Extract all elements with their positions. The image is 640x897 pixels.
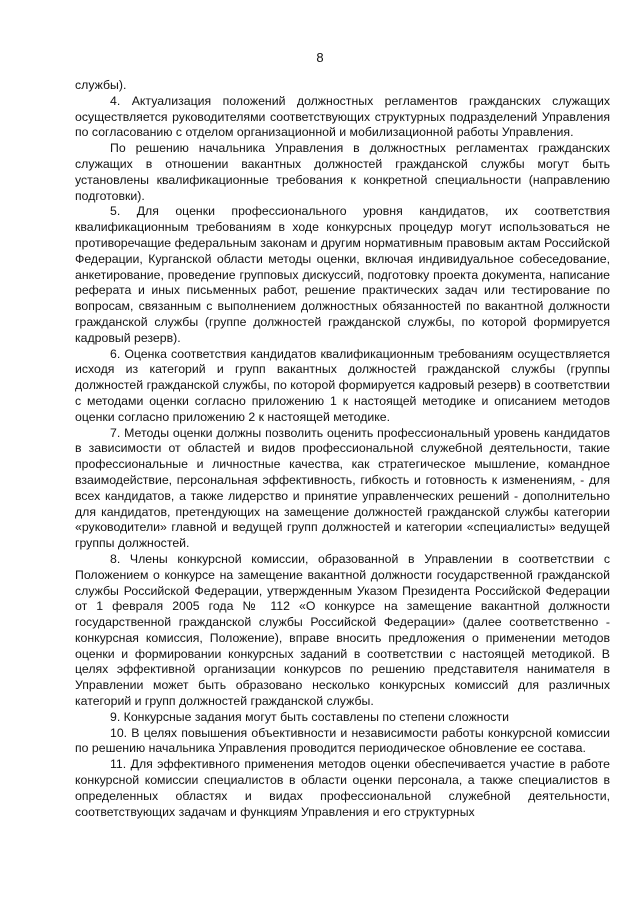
paragraph-4-note: По решению начальника Управления в должностных регламентах гражданских служащих в отношении вакантных должностей гражданской службы могут быть установлены квалификационные требования к конкретной специальности (направлению подготовки). [75, 141, 610, 203]
paragraph-10: 10. В целях повышения объективности и независимости работы конкурсной комиссии по решению начальника Управления проводится периодическое обновление ее состава. [75, 725, 610, 756]
paragraph-8: 8. Члены конкурсной комиссии, образованной в Управлении в соответствии с Положением о конкурсе на замещение вакантной должности государственной гражданской службы Российской Федерации, утвержденным Указом Президента Российской Федерации от 1 февраля 2005 года № 112 «О конкурсе на замещение вакантной должности государственной гражданской службы Российской Федерации» (далее соответственно - конкурсная комиссия, Положение), вправе вносить предложения о применении методов оценки и формировании конкурсных заданий в соответствии с настоящей методикой. В целях эффективной организации конкурсов по решению представителя нанимателя в Управлении может быть образовано несколько конкурсных комиссий для различных категорий и групп должностей гражданской службы. [75, 551, 610, 709]
paragraph-4: 4. Актуализация положений должностных регламентов гражданских служащих осуществляется руководителями соответствующих структурных подразделений Управления по согласованию с отделом организационной и мобилизационной работы Управления. [75, 93, 610, 140]
paragraph-6: 6. Оценка соответствия кандидатов квалификационным требованиям осуществляется исходя из категорий и групп вакантных должностей гражданской службы (группы должностей гражданской службы, по которой формируется кадровый резерв) в соответствии с методами оценки согласно приложению 1 к настоящей методике и описанием методов оценки согласно приложению 2 к настоящей методике. [75, 346, 610, 424]
paragraph-continuation: службы). [75, 78, 127, 92]
paragraph-7: 7. Методы оценки должны позволить оценить профессиональный уровень кандидатов в зависимости от областей и видов профессиональной служебной деятельности, такие профессиональные и личностные качества, как стратегическое мышление, командное взаимодействие, персональная эффективность, гибкость и готовность к изменениям, - для всех кандидатов, а также лидерство и принятие управленческих решений - дополнительно для кандидатов, претендующих на замещение должностей гражданской службы категории «руководители» главной и ведущей групп должностей и категории «специалисты» ведущей группы должностей. [75, 425, 610, 551]
document-body [75, 78, 610, 820]
paragraph-9: 9. Конкурсные задания могут быть составлены по степени сложности [110, 709, 509, 724]
paragraph-11: 11. Для эффективного применения методов оценки обеспечивается участие в работе конкурсной комиссии специалистов в области оценки персонала, а также специалистов в определенных областях и видах профессиональной служебной деятельности, соответствующих задачам и функциям Управления и его структурных [75, 757, 610, 819]
paragraph-5: 5. Для оценки профессионального уровня кандидатов, их соответствия квалификационным требованиям в ходе конкурсных процедур могут использоваться не противоречащие федеральным законам и другим нормативным правовым актам Российской Федерации, Курганской области методы оценки, включая индивидуальное собеседование, анкетирование, проведение групповых дискуссий, подготовку проекта документа, написание реферата и иных письменных работ, решение практических задач или тестирование по вопросам, связанным с выполнением должностных обязанностей по вакантной должности гражданской службы (группе должностей гражданской службы, по которой формируется кадровый резерв). [75, 204, 610, 345]
page-number: 8 [316, 50, 324, 65]
